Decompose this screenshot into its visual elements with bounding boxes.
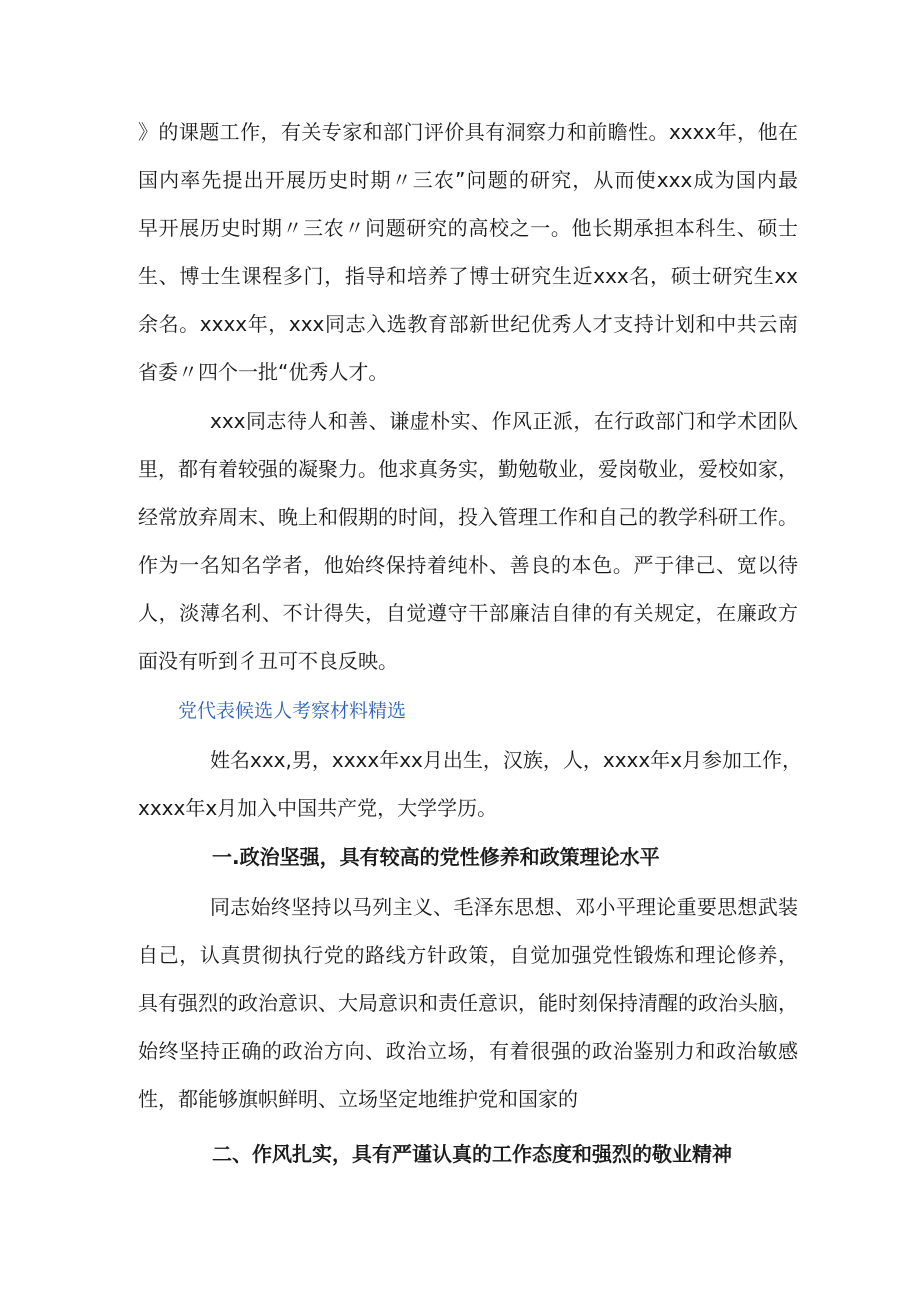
text-line: 国内率先提出开展历史时期〃三农”问题的研究，从而使xxx成为国内最 bbox=[138, 168, 798, 192]
text-line: 》的课题工作，有关专家和部门评价具有洞察力和前瞻性。xxxx年，他在 bbox=[138, 120, 798, 144]
section-heading-2: 二、作风扎实，具有严谨认真的工作态度和强烈的敬业精神 bbox=[212, 1142, 732, 1166]
text-line: 生、博士生课程多门，指导和培养了博士研究生近xxx名，硕士研究生xx bbox=[138, 264, 798, 288]
paragraph-political bbox=[138, 883, 798, 1123]
paragraph-character bbox=[138, 397, 798, 685]
text-line: 性，都能够旗帜鲜明、立场坚定地维护党和国家的 bbox=[138, 1087, 578, 1111]
text-line: 省委〃四个一批“优秀人才。 bbox=[138, 360, 389, 384]
text-line: 具有强烈的政治意识、大局意识和责任意识，能时刻保持清醒的政治头脑， bbox=[138, 991, 798, 1015]
text-line: 始终坚持正确的政治方向、政治立场，有着很强的政治鉴别力和政治敏感 bbox=[138, 1039, 798, 1063]
section-link-title[interactable]: 党代表候选人考察材料精选 bbox=[178, 700, 407, 722]
text-line: 姓名xxx,男，xxxx年xx月出生，汉族，人，xxxx年x月参加工作， bbox=[210, 748, 803, 772]
text-line: xxxx年x月加入中国共产党，大学学历。 bbox=[138, 796, 498, 820]
text-line: 经常放弃周末、晚上和假期的时间，投入管理工作和自己的教学科研工作。 bbox=[138, 505, 798, 529]
text-line: xxx同志待人和善、谦虚朴实、作风正派，在行政部门和学术团队 bbox=[210, 409, 798, 433]
text-line: 里，都有着较强的凝聚力。他求真务实，勤勉敬业，爱岗敬业，爱校如家， bbox=[138, 457, 798, 481]
paragraph-researcher-work bbox=[138, 108, 798, 396]
text-line: 同志始终坚持以马列主义、毛泽东思想、邓小平理论重要思想武装 bbox=[210, 895, 798, 919]
text-line: 早开展历史时期〃三农〃问题研究的高校之一。他长期承担本科生、硕士 bbox=[138, 216, 798, 240]
paragraph-candidate-info bbox=[138, 736, 803, 832]
text-line: 作为一名知名学者，他始终保持着纯朴、善良的本色。严于律己、宽以待 bbox=[138, 553, 798, 577]
text-line: 自己，认真贯彻执行党的路线方针政策，自觉加强党性锻炼和理论修养， bbox=[138, 943, 798, 967]
text-line: 面没有听到彳丑可不良反映。 bbox=[138, 649, 398, 673]
text-line: 人，淡薄名利、不计得失，自觉遵守干部廉洁自律的有关规定，在廉政方 bbox=[138, 601, 798, 625]
text-line: 余名。xxxx年，xxx同志入选教育部新世纪优秀人才支持计划和中共云南 bbox=[138, 312, 798, 336]
section-heading-1: 一.政治坚强，具有较高的党性修养和政策理论水平 bbox=[212, 845, 660, 869]
